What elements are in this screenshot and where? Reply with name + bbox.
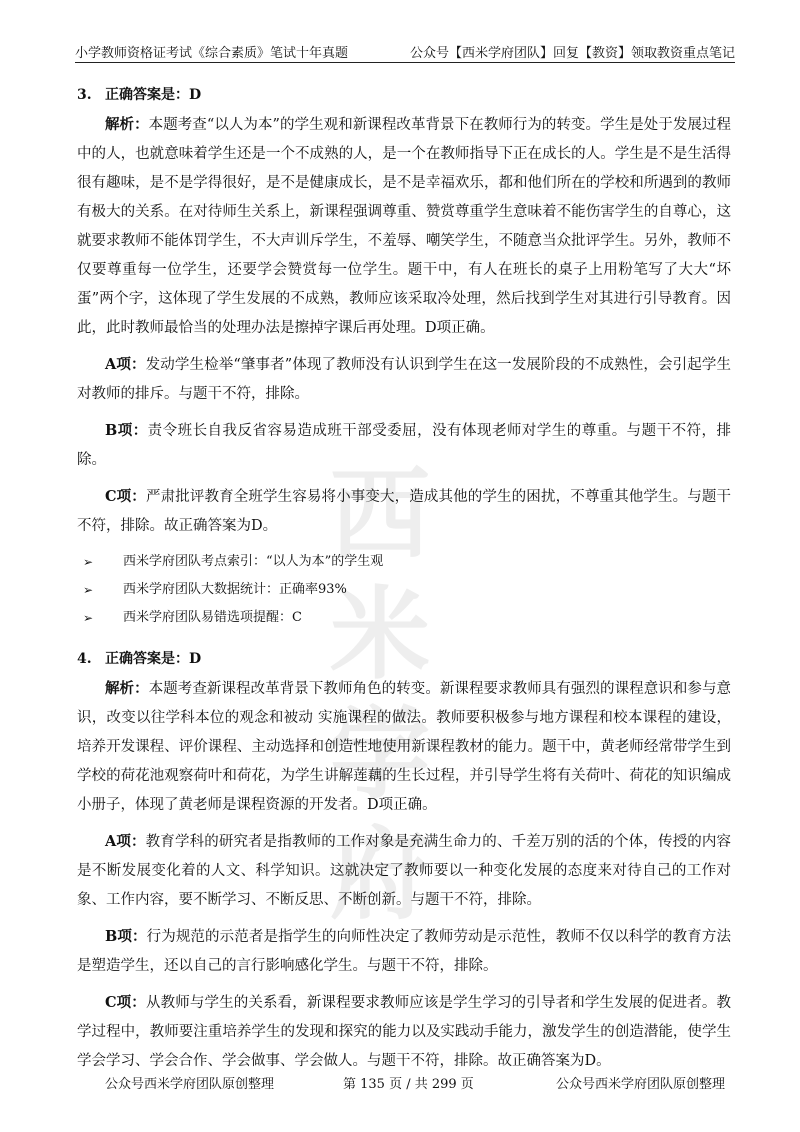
arrow-bullet-icon: ➢ — [83, 555, 94, 569]
list-item: ➢ 西米学府团队易错选项提醒：C — [77, 604, 731, 632]
footer-left: 公众号西米学府团队原创整理 — [105, 1077, 275, 1092]
question-4-option-c: C项：从教师与学生的关系看，新课程要求教师应该是学生学习的引导者和学生发展的促进者。教学过程中，教师要注重培养学生的发现和探究的能力以及实践动手能力，激发学生的创造潜能，使学生学会学习、学会合作、学会做事、学会做人。与题干不符，排除。故正确答案为D。 — [77, 994, 731, 1069]
arrow-bullet-icon: ➢ — [83, 583, 94, 597]
watermark-line-2: 学府 — [330, 696, 430, 933]
question-3-notes — [77, 548, 731, 632]
question-4-answer: 4. 正确答案是：D — [77, 651, 202, 667]
page-number: 第 135 页 / 共 299 页 — [343, 1077, 474, 1092]
list-item: ➢ 西米学府团队考点索引：“以人为本”的学生观 — [77, 548, 731, 576]
question-4-option-b: B项：行为规范的示范者是指学生的向师性决定了教师劳动是示范性，教师不仅以科学的教育方法是塑造学生，还以自己的言行影响感化学生。与题干不符，排除。 — [77, 928, 731, 974]
question-3-option-a: A项：发动学生检举“肇事者”体现了教师没有认识到学生在这一发展阶段的不成熟性，会引起学生对教师的排斥。与题干不符，排除。 — [77, 356, 731, 402]
question-4-option-a: A项：教育学科的研究者是指教师的工作对象是充满生命力的、千差万别的活的个体，传授的内容是不断发展变化着的人文、科学知识。这就决定了教师要以一种变化发展的态度来对待自己的工作对象、工作内容，要不断学习、不断反思、不断创新。与题干不符，排除。 — [77, 833, 731, 908]
page-header — [75, 40, 735, 63]
watermark-line-1: 西米 — [330, 456, 430, 693]
arrow-bullet-icon: ➢ — [83, 611, 94, 625]
header-promo: 公众号【西米学府团队】回复【教资】领取教资重点笔记 — [409, 46, 735, 61]
question-3-option-b: B项：责令班长自我反省容易造成班干部受委屈，没有体现老师对学生的尊重。与题干不符，排除。 — [77, 422, 731, 468]
header-title: 小学教师资格证考试《综合素质》笔试十年真题 — [75, 46, 349, 61]
question-3-answer: 3. 正确答案是：D — [77, 87, 202, 103]
footer-right: 公众号西米学府团队原创整理 — [555, 1077, 725, 1092]
question-3-option-c: C项：严肃批评教育全班学生容易将小事变大，造成其他的学生的困扰，不尊重其他学生。与题干不符，排除。故正确答案为D。 — [77, 488, 731, 534]
page-content — [77, 80, 731, 1083]
page-footer — [75, 1073, 735, 1093]
question-3-analysis: 解析：本题考查“以人为本”的学生观和新课程改革背景下在教师行为的转变。学生是处于发展过程中的人，也就意味着学生还是一个不成熟的人，是一个在教师指导下正在成长的人。学生是不是生活得很有趣味，是不是学得很好，是不是健康成长，是不是幸福欢乐，都和他们所在的学校和所遇到的教师有极大的关系。在对待师生关系上，新课程强调尊重、赞赏尊重学生意味着不能伤害学生的自尊心，这就要求教师不能体罚学生，不大声训斥学生，不羞辱、嘲笑学生，不随意当众批评学生。另外，教师不仅要尊重每一位学生，还要学会赞赏每一位学生。题干中，有人在班长的桌子上用粉笔写了大大“坏蛋”两个字，这体现了学生发展的不成熟，教师应该采取冷处理，然后找到学生对其进行引导教育。因此，此时教师最恰当的处理办法是擦掉字课后再处理。D项正确。 — [77, 116, 731, 336]
question-4-analysis: 解析：本题考查新课程改革背景下教师角色的转变。新课程要求教师具有强烈的课程意识和参与意识，改变以往学科本位的观念和被动 实施课程的做法。教师要积极参与地方课程和校本课程的建设，培养开发课程、评价课程、主动选择和创造性地使用新课程教材的能力。题干中，黄老师经常带学生到学校的荷花池观察荷叶和荷花，为学生讲解莲藕的生长过程，并引导学生将有关荷叶、荷花的知识编成小册子，体现了黄老师是课程资源的开发者。D项正确。 — [77, 680, 732, 813]
list-item: ➢ 西米学府团队大数据统计：正确率93% — [77, 576, 731, 604]
